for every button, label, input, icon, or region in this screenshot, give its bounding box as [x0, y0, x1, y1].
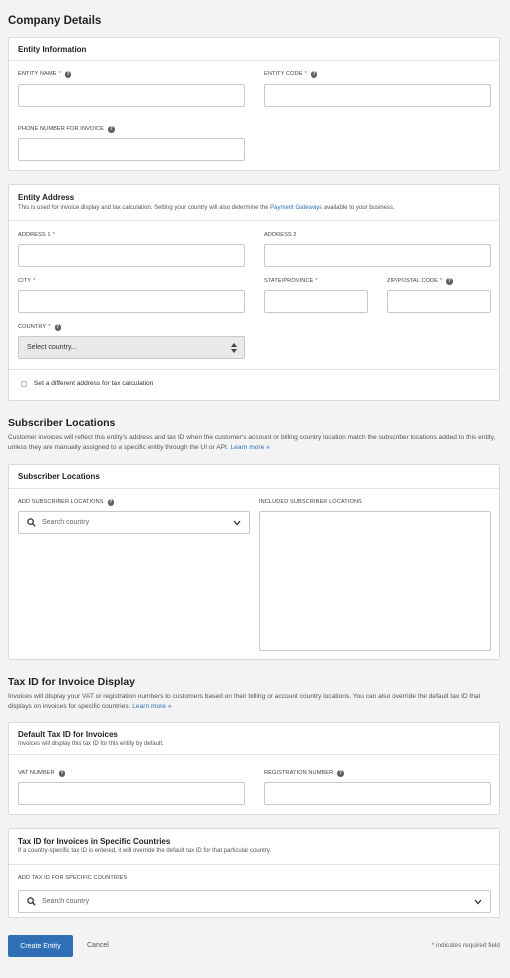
entity-address-card [8, 184, 500, 401]
state-label: STATE/PROVINCE * [264, 278, 318, 284]
country-label: COUNTRY * ? [18, 324, 60, 331]
help-icon[interactable]: ? [60, 770, 64, 777]
entity-information-title: Entity Information [18, 44, 87, 54]
tax-address-checkbox-row[interactable] [21, 380, 153, 387]
specific-tax-desc: If a country-specific tax ID is entered, it will override the default tax ID for that particular country. [18, 848, 271, 854]
help-icon[interactable]: ? [109, 499, 113, 506]
country-select[interactable] [18, 336, 245, 359]
vat-input[interactable] [18, 782, 245, 805]
registration-label: REGISTRATION NUMBER ? [264, 770, 343, 777]
add-specific-tax-label: ADD TAX ID FOR SPECIFIC COUNTRIES [18, 875, 128, 881]
subscriber-search-placeholder: Search country [42, 519, 90, 526]
address2-input[interactable] [264, 244, 491, 267]
vat-label: VAT NUMBER ? [18, 770, 64, 777]
create-entity-button[interactable]: Create Entity [8, 935, 73, 957]
country-select-value: Select country... [27, 344, 77, 351]
address1-input[interactable] [18, 244, 245, 267]
city-label: CITY * [18, 278, 36, 284]
address2-label: ADDRESS 2 [264, 232, 297, 238]
subscriber-card-title: Subscriber Locations [18, 472, 100, 481]
phone-label: PHONE NUMBER FOR INVOICE ? [18, 126, 113, 133]
search-icon [27, 518, 36, 527]
entity-code-input[interactable] [264, 84, 491, 107]
default-tax-title: Default Tax ID for Invoices [18, 730, 118, 739]
entity-information-card [8, 37, 500, 171]
chevron-down-icon [474, 899, 482, 905]
specific-tax-card [8, 828, 500, 918]
state-input[interactable] [264, 290, 368, 313]
entity-code-label: ENTITY CODE * ? [264, 71, 316, 78]
subscriber-desc: Customer invoices will reflect this entity's address and tax ID when the customer's account or billing country location match the subscriber locations added to this entity, unless they are manually assigned to a specific entity through the UI or API. Learn more » [8, 434, 496, 451]
chevron-down-icon [233, 520, 241, 526]
tax-learn-more-link[interactable]: Learn more » [132, 703, 172, 710]
subscriber-locations-card [8, 464, 500, 660]
tax-address-checkbox-label: Set a different address for tax calculation [34, 380, 154, 387]
registration-input[interactable] [264, 782, 491, 805]
default-tax-card [8, 722, 500, 815]
subscriber-search-select[interactable] [18, 511, 250, 534]
specific-tax-title: Tax ID for Invoices in Specific Countries [18, 837, 171, 846]
help-icon[interactable]: ? [312, 71, 316, 78]
select-updown-icon [231, 343, 237, 353]
zip-input[interactable] [387, 290, 491, 313]
subscriber-section-title: Subscriber Locations [8, 417, 116, 429]
search-icon [27, 897, 36, 906]
default-tax-desc: Invoices will display this tax ID for this entity by default. [18, 741, 164, 747]
subscriber-learn-more-link[interactable]: Learn more » [230, 444, 270, 451]
included-subscriber-list[interactable] [259, 511, 491, 651]
tax-desc: Invoices will display your VAT or registration numbers to customers based on their billing or account country locations. You can also override the default tax ID that displays on invoices for specific countries. Learn more » [8, 693, 481, 710]
payment-gateways-link[interactable]: Payment Gateways [270, 205, 323, 211]
entity-address-desc: This is used for invoice display and tax calculation. Setting your country will also determine the Payment Gateways available to your business. [18, 205, 395, 211]
included-subscriber-label: INCLUDED SUBSCRIBER LOCATIONS [259, 499, 362, 505]
help-icon[interactable]: ? [447, 278, 452, 285]
specific-tax-search-placeholder: Search country [42, 898, 90, 905]
zip-label: ZIP/POSTAL CODE * ? [387, 278, 452, 285]
entity-name-label: ENTITY NAME * ? [18, 71, 70, 78]
entity-name-input[interactable] [18, 84, 245, 107]
help-icon[interactable]: ? [56, 324, 60, 331]
tax-section-title: Tax ID for Invoice Display [8, 676, 136, 688]
checkbox-icon[interactable] [21, 381, 27, 387]
address1-label: ADDRESS 1 * [18, 232, 55, 238]
help-icon[interactable]: ? [66, 71, 70, 78]
add-subscriber-label: ADD SUBSCRIBER LOCATIONS ? [18, 499, 113, 506]
address-divider [9, 369, 499, 370]
page-title: Company Details [8, 15, 102, 27]
specific-tax-search-select[interactable] [18, 890, 491, 913]
help-icon[interactable]: ? [109, 126, 113, 133]
help-icon[interactable]: ? [338, 770, 343, 777]
required-note: * indicates required field [431, 942, 500, 949]
city-input[interactable] [18, 290, 245, 313]
phone-input[interactable] [18, 138, 245, 161]
cancel-button[interactable]: Cancel [87, 942, 109, 949]
entity-address-title: Entity Address [18, 193, 75, 202]
